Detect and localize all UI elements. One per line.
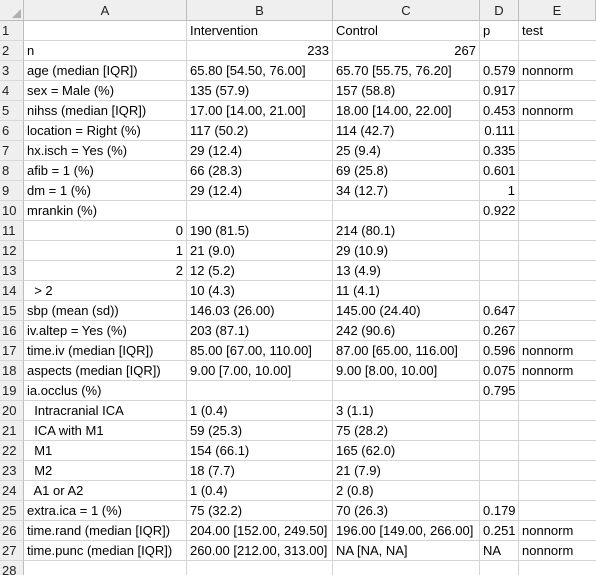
cell-d[interactable]: 1 [480, 181, 519, 201]
cell-e[interactable] [519, 301, 596, 321]
table-row [0, 421, 596, 441]
row-header[interactable]: 23 [0, 461, 24, 481]
row-header[interactable]: 13 [0, 261, 24, 281]
cell-b[interactable]: 18 (7.7) [187, 461, 333, 481]
cell-e[interactable] [519, 141, 596, 161]
cell-d[interactable]: 0.795 [480, 381, 519, 401]
row-header[interactable]: 25 [0, 501, 24, 521]
table-row [0, 441, 596, 461]
cell-d[interactable]: 0.647 [480, 301, 519, 321]
cell-b[interactable]: 117 (50.2) [187, 121, 333, 141]
cell-c[interactable]: 21 (7.9) [333, 461, 480, 481]
row-header[interactable]: 1 [0, 21, 24, 41]
cell-a[interactable]: 2 [24, 261, 187, 281]
cell-b[interactable]: 85.00 [67.00, 110.00] [187, 341, 333, 361]
cell-e[interactable] [519, 81, 596, 101]
row-header[interactable]: 17 [0, 341, 24, 361]
table-row [0, 361, 596, 381]
cell-d[interactable] [480, 421, 519, 441]
row-header[interactable]: 3 [0, 61, 24, 81]
cell-d[interactable]: 0.335 [480, 141, 519, 161]
cell-b[interactable]: 29 (12.4) [187, 141, 333, 161]
row-header[interactable]: 10 [0, 201, 24, 221]
table-row [0, 321, 596, 341]
cell-b[interactable]: 260.00 [212.00, 313.00] [187, 541, 333, 561]
column-header-e[interactable]: E [519, 0, 596, 21]
cell-b[interactable]: 59 (25.3) [187, 421, 333, 441]
table-row [0, 181, 596, 201]
cell-a[interactable]: Intracranial ICA [24, 401, 187, 421]
cell-c[interactable]: 25 (9.4) [333, 141, 480, 161]
cell-d[interactable] [480, 281, 519, 301]
cell-a[interactable]: time.iv (median [IQR]) [24, 341, 187, 361]
cell-e[interactable] [519, 221, 596, 241]
row-header[interactable]: 26 [0, 521, 24, 541]
cell-c[interactable]: 11 (4.1) [333, 281, 480, 301]
cell-c[interactable]: 267 [333, 41, 480, 61]
cell-c[interactable] [333, 561, 480, 575]
cell-b[interactable]: Intervention [187, 21, 333, 41]
cell-b[interactable]: 65.80 [54.50, 76.00] [187, 61, 333, 81]
row-header[interactable]: 8 [0, 161, 24, 181]
cell-e[interactable] [519, 421, 596, 441]
table-row [0, 301, 596, 321]
table-row [0, 461, 596, 481]
cell-d[interactable]: 0.453 [480, 101, 519, 121]
table-row [0, 541, 596, 561]
cell-b[interactable]: 154 (66.1) [187, 441, 333, 461]
cell-c[interactable]: 2 (0.8) [333, 481, 480, 501]
cell-d[interactable]: 0.579 [480, 61, 519, 81]
cell-c[interactable]: 242 (90.6) [333, 321, 480, 341]
cell-c[interactable]: 214 (80.1) [333, 221, 480, 241]
cell-d[interactable]: 0.267 [480, 321, 519, 341]
cell-c[interactable]: 196.00 [149.00, 266.00] [333, 521, 480, 541]
row-header[interactable]: 14 [0, 281, 24, 301]
cell-a[interactable]: aspects (median [IQR]) [24, 361, 187, 381]
cell-a[interactable]: n [24, 41, 187, 61]
table-row [0, 521, 596, 541]
cell-b[interactable]: 75 (32.2) [187, 501, 333, 521]
cell-e[interactable]: test [519, 21, 596, 41]
row-header[interactable]: 28 [0, 561, 24, 575]
cell-b[interactable]: 66 (28.3) [187, 161, 333, 181]
cell-b[interactable] [187, 561, 333, 575]
cell-e[interactable]: nonnorm [519, 341, 596, 361]
cell-c[interactable]: 9.00 [8.00, 10.00] [333, 361, 480, 381]
cell-a[interactable] [24, 561, 187, 575]
table-row [0, 261, 596, 281]
table-row [0, 81, 596, 101]
cell-c[interactable] [333, 381, 480, 401]
cell-e[interactable] [519, 501, 596, 521]
cell-c[interactable]: Control [333, 21, 480, 41]
cell-a[interactable]: ia.occlus (%) [24, 381, 187, 401]
cell-e[interactable]: nonnorm [519, 541, 596, 561]
cell-b[interactable]: 21 (9.0) [187, 241, 333, 261]
cell-c[interactable]: 157 (58.8) [333, 81, 480, 101]
cell-b[interactable]: 1 (0.4) [187, 401, 333, 421]
cell-b[interactable] [187, 201, 333, 221]
row-header[interactable]: 12 [0, 241, 24, 261]
select-all-corner[interactable] [0, 0, 24, 21]
cell-a[interactable]: A1 or A2 [24, 481, 187, 501]
cell-e[interactable] [519, 461, 596, 481]
cell-c[interactable]: 87.00 [65.00, 116.00] [333, 341, 480, 361]
table-row [0, 221, 596, 241]
table-row [0, 241, 596, 261]
cell-d[interactable]: 0.601 [480, 161, 519, 181]
cell-e[interactable]: nonnorm [519, 521, 596, 541]
row-header[interactable]: 6 [0, 121, 24, 141]
cell-a[interactable]: extra.ica = 1 (%) [24, 501, 187, 521]
column-header-b[interactable]: B [187, 0, 333, 21]
cell-e[interactable] [519, 41, 596, 61]
row-header[interactable]: 27 [0, 541, 24, 561]
cell-a[interactable]: sex = Male (%) [24, 81, 187, 101]
row-header[interactable]: 7 [0, 141, 24, 161]
cell-c[interactable]: 114 (42.7) [333, 121, 480, 141]
table-row [0, 401, 596, 421]
cell-d[interactable] [480, 41, 519, 61]
cell-a[interactable] [24, 21, 187, 41]
table-row [0, 201, 596, 221]
cell-a[interactable]: > 2 [24, 281, 187, 301]
table-row [0, 561, 596, 575]
cell-d[interactable] [480, 461, 519, 481]
cell-c[interactable]: 165 (62.0) [333, 441, 480, 461]
row-header[interactable]: 21 [0, 421, 24, 441]
cell-b[interactable]: 9.00 [7.00, 10.00] [187, 361, 333, 381]
cell-d[interactable]: 0.075 [480, 361, 519, 381]
cell-a[interactable]: M2 [24, 461, 187, 481]
table-row [0, 161, 596, 181]
cell-b[interactable]: 1 (0.4) [187, 481, 333, 501]
table-row [0, 281, 596, 301]
cell-c[interactable]: 145.00 (24.40) [333, 301, 480, 321]
cell-b[interactable]: 135 (57.9) [187, 81, 333, 101]
row-header[interactable]: 20 [0, 401, 24, 421]
table-row [0, 101, 596, 121]
cell-d[interactable] [480, 401, 519, 421]
cell-b[interactable] [187, 381, 333, 401]
cell-a[interactable]: 1 [24, 241, 187, 261]
cell-d[interactable]: 0.251 [480, 521, 519, 541]
cell-d[interactable] [480, 481, 519, 501]
cell-c[interactable]: 3 (1.1) [333, 401, 480, 421]
table-row [0, 481, 596, 501]
column-header-c[interactable]: C [333, 0, 480, 21]
cell-e[interactable] [519, 121, 596, 141]
cell-a[interactable]: hx.isch = Yes (%) [24, 141, 187, 161]
cell-a[interactable]: afib = 1 (%) [24, 161, 187, 181]
row-header[interactable]: 18 [0, 361, 24, 381]
cell-b[interactable]: 204.00 [152.00, 249.50] [187, 521, 333, 541]
cell-d[interactable]: 0.111 [480, 121, 519, 141]
column-header-d[interactable]: D [480, 0, 519, 21]
cell-e[interactable] [519, 261, 596, 281]
cell-e[interactable] [519, 321, 596, 341]
row-header[interactable]: 22 [0, 441, 24, 461]
row-header[interactable]: 15 [0, 301, 24, 321]
cell-d[interactable]: 0.922 [480, 201, 519, 221]
row-header[interactable]: 16 [0, 321, 24, 341]
cell-d[interactable]: 0.179 [480, 501, 519, 521]
cell-a[interactable]: time.rand (median [IQR]) [24, 521, 187, 541]
table-row [0, 41, 596, 61]
cell-b[interactable]: 10 (4.3) [187, 281, 333, 301]
cell-d[interactable] [480, 241, 519, 261]
cell-b[interactable]: 146.03 (26.00) [187, 301, 333, 321]
cell-a[interactable]: time.punc (median [IQR]) [24, 541, 187, 561]
cell-d[interactable]: NA [480, 541, 519, 561]
cell-e[interactable] [519, 181, 596, 201]
cell-a[interactable]: 0 [24, 221, 187, 241]
cell-b[interactable]: 17.00 [14.00, 21.00] [187, 101, 333, 121]
column-header-a[interactable]: A [24, 0, 187, 21]
cell-a[interactable]: dm = 1 (%) [24, 181, 187, 201]
cell-e[interactable] [519, 241, 596, 261]
table-row [0, 21, 596, 41]
cell-a[interactable]: ICA with M1 [24, 421, 187, 441]
cell-c[interactable]: 69 (25.8) [333, 161, 480, 181]
cell-e[interactable]: nonnorm [519, 101, 596, 121]
cell-e[interactable] [519, 401, 596, 421]
cell-c[interactable]: 29 (10.9) [333, 241, 480, 261]
cell-e[interactable]: nonnorm [519, 61, 596, 81]
cell-d[interactable] [480, 221, 519, 241]
cell-a[interactable]: mrankin (%) [24, 201, 187, 221]
cell-a[interactable]: iv.altep = Yes (%) [24, 321, 187, 341]
row-header[interactable]: 4 [0, 81, 24, 101]
cell-a[interactable]: sbp (mean (sd)) [24, 301, 187, 321]
cell-b[interactable]: 29 (12.4) [187, 181, 333, 201]
cell-c[interactable]: 13 (4.9) [333, 261, 480, 281]
cell-d[interactable]: 0.917 [480, 81, 519, 101]
cell-a[interactable]: age (median [IQR]) [24, 61, 187, 81]
cell-e[interactable] [519, 561, 596, 575]
cell-e[interactable] [519, 161, 596, 181]
cell-d[interactable]: p [480, 21, 519, 41]
cell-b[interactable]: 12 (5.2) [187, 261, 333, 281]
table-row [0, 501, 596, 521]
cell-e[interactable] [519, 481, 596, 501]
cell-d[interactable] [480, 441, 519, 461]
table-row [0, 61, 596, 81]
table-row [0, 341, 596, 361]
cell-c[interactable]: 34 (12.7) [333, 181, 480, 201]
cell-b[interactable]: 233 [187, 41, 333, 61]
row-header[interactable]: 11 [0, 221, 24, 241]
cell-a[interactable]: location = Right (%) [24, 121, 187, 141]
cell-a[interactable]: M1 [24, 441, 187, 461]
cell-c[interactable]: NA [NA, NA] [333, 541, 480, 561]
select-all-icon [12, 9, 21, 18]
cell-e[interactable]: nonnorm [519, 361, 596, 381]
cell-e[interactable] [519, 441, 596, 461]
row-header[interactable]: 5 [0, 101, 24, 121]
cell-e[interactable] [519, 281, 596, 301]
cell-b[interactable]: 203 (87.1) [187, 321, 333, 341]
cell-c[interactable]: 65.70 [55.75, 76.20] [333, 61, 480, 81]
cell-c[interactable]: 18.00 [14.00, 22.00] [333, 101, 480, 121]
cell-d[interactable] [480, 561, 519, 575]
row-header[interactable]: 9 [0, 181, 24, 201]
cell-c[interactable] [333, 201, 480, 221]
cell-e[interactable] [519, 201, 596, 221]
cell-c[interactable]: 75 (28.2) [333, 421, 480, 441]
column-header-row [0, 0, 596, 20]
cell-d[interactable]: 0.596 [480, 341, 519, 361]
cell-c[interactable]: 70 (26.3) [333, 501, 480, 521]
table-row [0, 141, 596, 161]
row-header[interactable]: 19 [0, 381, 24, 401]
row-header[interactable]: 24 [0, 481, 24, 501]
cell-b[interactable]: 190 (81.5) [187, 221, 333, 241]
row-header[interactable]: 2 [0, 41, 24, 61]
cell-e[interactable] [519, 381, 596, 401]
table-row [0, 381, 596, 401]
cell-d[interactable] [480, 261, 519, 281]
cell-a[interactable]: nihss (median [IQR]) [24, 101, 187, 121]
table-row [0, 121, 596, 141]
